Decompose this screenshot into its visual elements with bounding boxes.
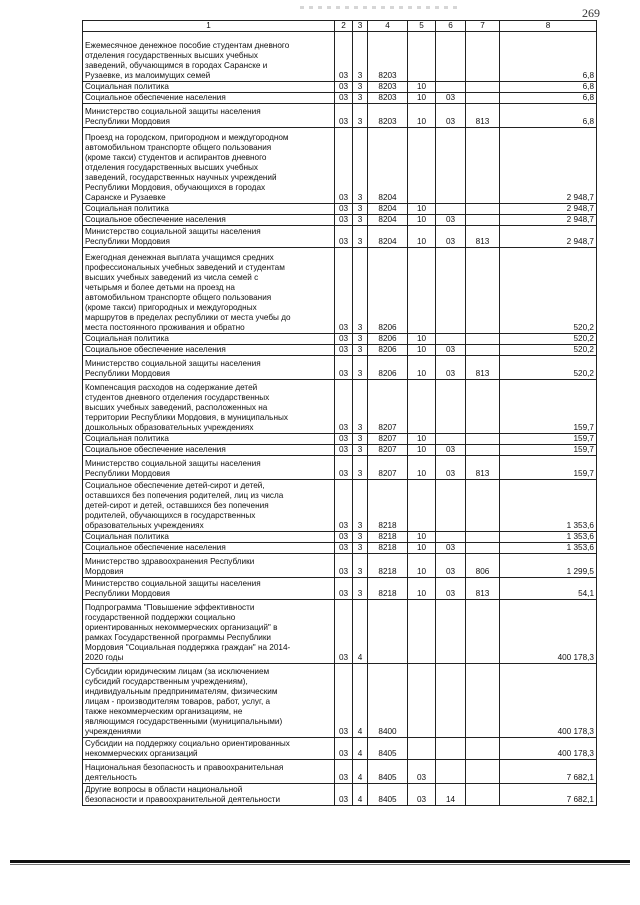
code-cell: 3 bbox=[353, 248, 368, 334]
code-cell: 03 bbox=[436, 554, 466, 578]
code-cell: 03 bbox=[335, 345, 353, 356]
code-cell bbox=[436, 248, 466, 334]
amount-cell: 2 948,7 bbox=[500, 226, 597, 248]
row-name-cell: Социальная политика bbox=[83, 334, 335, 345]
code-cell bbox=[436, 32, 466, 82]
code-cell bbox=[436, 532, 466, 543]
code-cell: 8203 bbox=[368, 82, 408, 93]
code-cell: 3 bbox=[353, 128, 368, 204]
bottom-rule bbox=[10, 860, 630, 863]
code-cell bbox=[436, 664, 466, 738]
code-cell: 3 bbox=[353, 445, 368, 456]
column-header: 2 bbox=[335, 21, 353, 32]
row-name-cell: Ежегодная денежная выплата учащимся средних профессиональных учебных заведений и студентам высших учебных заведений из числа семей с четырьмя и более детьми на проезд на автомобильном транспорте общего пользования (кроме такси) пригородных и междугородных маршрутов в пределах республики от места учебы до места постоянного проживания и обратно bbox=[83, 248, 335, 334]
amount-cell: 7 682,1 bbox=[500, 784, 597, 806]
code-cell: 03 bbox=[335, 128, 353, 204]
row-name-cell: Министерство социальной защиты населения Республики Мордовия bbox=[83, 578, 335, 600]
code-cell bbox=[408, 480, 436, 532]
code-cell bbox=[408, 664, 436, 738]
table-row bbox=[83, 480, 597, 532]
code-cell: 10 bbox=[408, 456, 436, 480]
code-cell: 8206 bbox=[368, 248, 408, 334]
code-cell: 8206 bbox=[368, 356, 408, 380]
amount-cell: 520,2 bbox=[500, 356, 597, 380]
code-cell: 8203 bbox=[368, 93, 408, 104]
row-name-cell: Социальное обеспечение населения bbox=[83, 215, 335, 226]
code-cell: 8203 bbox=[368, 104, 408, 128]
code-cell: 03 bbox=[335, 664, 353, 738]
row-name-cell: Другие вопросы в области национальной безопасности и правоохранительной деятельности bbox=[83, 784, 335, 806]
code-cell: 03 bbox=[335, 445, 353, 456]
amount-cell: 6,8 bbox=[500, 104, 597, 128]
code-cell: 8207 bbox=[368, 445, 408, 456]
column-header: 8 bbox=[500, 21, 597, 32]
code-cell: 03 bbox=[335, 456, 353, 480]
row-name-cell: Проезд на городском, пригородном и междугородном автомобильном транспорте общего пользования (кроме такси) студентов и аспирантов дневного отделения государственных высших учебных заведений, государственных научных учреждений Республики Мордовия, обучающихся в городах Саранске и Рузаевке bbox=[83, 128, 335, 204]
code-cell: 10 bbox=[408, 543, 436, 554]
code-cell: 8207 bbox=[368, 380, 408, 434]
table-row bbox=[83, 738, 597, 760]
table-row bbox=[83, 445, 597, 456]
code-cell: 03 bbox=[335, 32, 353, 82]
row-name-cell: Министерство социальной защиты населения Республики Мордовия bbox=[83, 104, 335, 128]
amount-cell: 159,7 bbox=[500, 434, 597, 445]
code-cell: 10 bbox=[408, 578, 436, 600]
code-cell bbox=[436, 434, 466, 445]
code-cell: 03 bbox=[335, 543, 353, 554]
code-cell bbox=[436, 738, 466, 760]
row-name-cell: Министерство социальной защиты населения Республики Мордовия bbox=[83, 226, 335, 248]
code-cell bbox=[466, 380, 500, 434]
table-row bbox=[83, 554, 597, 578]
code-cell: 8207 bbox=[368, 456, 408, 480]
amount-cell: 400 178,3 bbox=[500, 738, 597, 760]
code-cell bbox=[436, 128, 466, 204]
code-cell: 8218 bbox=[368, 554, 408, 578]
code-cell: 8405 bbox=[368, 738, 408, 760]
code-cell bbox=[466, 345, 500, 356]
code-cell: 3 bbox=[353, 480, 368, 532]
code-cell bbox=[408, 600, 436, 664]
table-row bbox=[83, 128, 597, 204]
code-cell: 3 bbox=[353, 226, 368, 248]
code-cell: 8204 bbox=[368, 215, 408, 226]
table-row bbox=[83, 760, 597, 784]
code-cell: 03 bbox=[335, 738, 353, 760]
code-cell: 03 bbox=[335, 204, 353, 215]
code-cell: 806 bbox=[466, 554, 500, 578]
code-cell bbox=[466, 32, 500, 82]
amount-cell: 2 948,7 bbox=[500, 204, 597, 215]
code-cell: 3 bbox=[353, 93, 368, 104]
code-cell bbox=[466, 248, 500, 334]
amount-cell: 159,7 bbox=[500, 445, 597, 456]
code-cell: 03 bbox=[436, 226, 466, 248]
code-cell: 03 bbox=[335, 480, 353, 532]
amount-cell: 1 353,6 bbox=[500, 480, 597, 532]
table-row bbox=[83, 784, 597, 806]
table-row bbox=[83, 93, 597, 104]
table-row bbox=[83, 434, 597, 445]
code-cell: 4 bbox=[353, 738, 368, 760]
table-row bbox=[83, 215, 597, 226]
code-cell: 03 bbox=[335, 784, 353, 806]
amount-cell: 520,2 bbox=[500, 248, 597, 334]
code-cell: 3 bbox=[353, 434, 368, 445]
code-cell: 10 bbox=[408, 204, 436, 215]
code-cell: 813 bbox=[466, 578, 500, 600]
column-header: 4 bbox=[368, 21, 408, 32]
code-cell: 10 bbox=[408, 554, 436, 578]
code-cell: 8204 bbox=[368, 128, 408, 204]
scan-artifact bbox=[300, 6, 460, 9]
code-cell: 10 bbox=[408, 334, 436, 345]
code-cell: 03 bbox=[436, 543, 466, 554]
code-cell bbox=[466, 204, 500, 215]
code-cell: 8204 bbox=[368, 204, 408, 215]
code-cell: 3 bbox=[353, 32, 368, 82]
code-cell bbox=[436, 760, 466, 784]
code-cell bbox=[466, 128, 500, 204]
code-cell: 8218 bbox=[368, 532, 408, 543]
code-cell: 10 bbox=[408, 434, 436, 445]
code-cell bbox=[466, 543, 500, 554]
table-row bbox=[83, 334, 597, 345]
code-cell: 03 bbox=[436, 104, 466, 128]
code-cell bbox=[466, 334, 500, 345]
table-body bbox=[83, 32, 597, 806]
amount-cell: 6,8 bbox=[500, 32, 597, 82]
row-name-cell: Социальная политика bbox=[83, 434, 335, 445]
amount-cell: 54,1 bbox=[500, 578, 597, 600]
code-cell: 813 bbox=[466, 104, 500, 128]
amount-cell: 159,7 bbox=[500, 380, 597, 434]
code-cell: 03 bbox=[335, 578, 353, 600]
amount-cell: 520,2 bbox=[500, 345, 597, 356]
amount-cell: 2 948,7 bbox=[500, 128, 597, 204]
code-cell bbox=[466, 760, 500, 784]
code-cell: 03 bbox=[335, 104, 353, 128]
code-cell bbox=[466, 215, 500, 226]
code-cell: 03 bbox=[335, 600, 353, 664]
code-cell: 10 bbox=[408, 345, 436, 356]
table-row bbox=[83, 248, 597, 334]
code-cell: 03 bbox=[436, 93, 466, 104]
row-name-cell: Социальная политика bbox=[83, 82, 335, 93]
table-row bbox=[83, 204, 597, 215]
code-cell: 03 bbox=[436, 345, 466, 356]
code-cell bbox=[408, 248, 436, 334]
code-cell bbox=[436, 204, 466, 215]
code-cell: 03 bbox=[335, 248, 353, 334]
code-cell bbox=[408, 738, 436, 760]
code-cell: 10 bbox=[408, 445, 436, 456]
code-cell: 10 bbox=[408, 93, 436, 104]
code-cell bbox=[408, 380, 436, 434]
code-cell: 03 bbox=[408, 760, 436, 784]
code-cell: 8203 bbox=[368, 32, 408, 82]
table-row bbox=[83, 356, 597, 380]
column-header: 3 bbox=[353, 21, 368, 32]
code-cell: 03 bbox=[335, 93, 353, 104]
code-cell: 3 bbox=[353, 578, 368, 600]
amount-cell: 6,8 bbox=[500, 82, 597, 93]
code-cell: 8218 bbox=[368, 480, 408, 532]
table-row bbox=[83, 532, 597, 543]
code-cell: 8405 bbox=[368, 784, 408, 806]
column-header: 5 bbox=[408, 21, 436, 32]
amount-cell: 2 948,7 bbox=[500, 215, 597, 226]
row-name-cell: Социальная политика bbox=[83, 532, 335, 543]
code-cell: 03 bbox=[335, 380, 353, 434]
amount-cell: 1 299,5 bbox=[500, 554, 597, 578]
row-name-cell: Субсидии на поддержку социально ориентированных некоммерческих организаций bbox=[83, 738, 335, 760]
code-cell: 813 bbox=[466, 356, 500, 380]
code-cell bbox=[408, 32, 436, 82]
code-cell: 8405 bbox=[368, 760, 408, 784]
amount-cell: 400 178,3 bbox=[500, 664, 597, 738]
code-cell: 3 bbox=[353, 532, 368, 543]
code-cell: 03 bbox=[335, 226, 353, 248]
table-row bbox=[83, 543, 597, 554]
code-cell: 3 bbox=[353, 380, 368, 434]
row-name-cell: Социальное обеспечение населения bbox=[83, 445, 335, 456]
amount-cell: 159,7 bbox=[500, 456, 597, 480]
code-cell: 03 bbox=[335, 554, 353, 578]
amount-cell: 6,8 bbox=[500, 93, 597, 104]
code-cell: 813 bbox=[466, 456, 500, 480]
code-cell: 3 bbox=[353, 554, 368, 578]
code-cell: 4 bbox=[353, 760, 368, 784]
code-cell bbox=[466, 434, 500, 445]
code-cell: 8218 bbox=[368, 543, 408, 554]
code-cell: 10 bbox=[408, 226, 436, 248]
page-number: 269 bbox=[582, 6, 600, 20]
amount-cell: 1 353,6 bbox=[500, 543, 597, 554]
bottom-rule-thin bbox=[10, 864, 630, 865]
code-cell bbox=[436, 600, 466, 664]
code-cell: 03 bbox=[436, 356, 466, 380]
row-name-cell: Ежемесячное денежное пособие студентам дневного отделения государственных высших учебных заведений, обучающимся в городах Саранске и Рузаевке, из малоимущих семей bbox=[83, 32, 335, 82]
row-name-cell: Социальное обеспечение детей-сирот и детей, оставшихся без попечения родителей, лиц из числа детей-сирот и детей, оставшихся без попечения родителей, обучающихся в государственных образовательных учреждениях bbox=[83, 480, 335, 532]
table-row bbox=[83, 82, 597, 93]
code-cell bbox=[466, 600, 500, 664]
code-cell: 03 bbox=[335, 215, 353, 226]
code-cell: 03 bbox=[436, 578, 466, 600]
code-cell: 813 bbox=[466, 226, 500, 248]
code-cell: 8204 bbox=[368, 226, 408, 248]
table-row bbox=[83, 226, 597, 248]
code-cell bbox=[436, 380, 466, 434]
table-row bbox=[83, 664, 597, 738]
table-row bbox=[83, 600, 597, 664]
code-cell bbox=[466, 784, 500, 806]
table-row bbox=[83, 104, 597, 128]
code-cell: 4 bbox=[353, 664, 368, 738]
code-cell: 03 bbox=[408, 784, 436, 806]
code-cell: 03 bbox=[436, 456, 466, 480]
column-header: 6 bbox=[436, 21, 466, 32]
column-header: 1 bbox=[83, 21, 335, 32]
code-cell: 03 bbox=[436, 445, 466, 456]
code-cell: 10 bbox=[408, 356, 436, 380]
row-name-cell: Компенсация расходов на содержание детей студентов дневного отделения государственных высших учебных заведений, расположенных на территории Республики Мордовия, в муниципальных дошкольных образовательных учреждениях bbox=[83, 380, 335, 434]
budget-table bbox=[82, 20, 597, 806]
code-cell: 8206 bbox=[368, 334, 408, 345]
row-name-cell: Министерство социальной защиты населения Республики Мордовия bbox=[83, 456, 335, 480]
code-cell: 4 bbox=[353, 600, 368, 664]
code-cell: 3 bbox=[353, 356, 368, 380]
code-cell: 03 bbox=[335, 434, 353, 445]
code-cell: 3 bbox=[353, 334, 368, 345]
code-cell: 14 bbox=[436, 784, 466, 806]
code-cell bbox=[436, 480, 466, 532]
code-cell: 8400 bbox=[368, 664, 408, 738]
table-row bbox=[83, 32, 597, 82]
code-cell: 3 bbox=[353, 456, 368, 480]
row-name-cell: Подпрограмма "Повышение эффективности государственной поддержки социально ориентированных некоммерческих организаций" в рамках Государственной программы Республики Мордовия "Социальная поддержка граждан" на 2014- 2020 годы bbox=[83, 600, 335, 664]
row-name-cell: Социальное обеспечение населения bbox=[83, 543, 335, 554]
amount-cell: 1 353,6 bbox=[500, 532, 597, 543]
code-cell bbox=[436, 82, 466, 93]
code-cell: 3 bbox=[353, 204, 368, 215]
code-cell: 10 bbox=[408, 82, 436, 93]
code-cell bbox=[466, 93, 500, 104]
code-cell bbox=[466, 82, 500, 93]
row-name-cell: Социальное обеспечение населения bbox=[83, 93, 335, 104]
amount-cell: 520,2 bbox=[500, 334, 597, 345]
code-cell bbox=[466, 480, 500, 532]
code-cell bbox=[466, 445, 500, 456]
code-cell: 4 bbox=[353, 784, 368, 806]
code-cell: 8207 bbox=[368, 434, 408, 445]
amount-cell: 400 178,3 bbox=[500, 600, 597, 664]
code-cell bbox=[408, 128, 436, 204]
table-header-row bbox=[83, 21, 597, 32]
table-row bbox=[83, 578, 597, 600]
code-cell: 03 bbox=[335, 82, 353, 93]
code-cell: 3 bbox=[353, 215, 368, 226]
code-cell: 8206 bbox=[368, 345, 408, 356]
column-header: 7 bbox=[466, 21, 500, 32]
table-row bbox=[83, 456, 597, 480]
code-cell: 3 bbox=[353, 345, 368, 356]
table-row bbox=[83, 345, 597, 356]
row-name-cell: Социальная политика bbox=[83, 204, 335, 215]
row-name-cell: Министерство здравоохранения Республики Мордовия bbox=[83, 554, 335, 578]
code-cell: 8218 bbox=[368, 578, 408, 600]
code-cell: 3 bbox=[353, 543, 368, 554]
code-cell bbox=[466, 532, 500, 543]
code-cell: 03 bbox=[335, 532, 353, 543]
code-cell: 10 bbox=[408, 532, 436, 543]
row-name-cell: Министерство социальной защиты населения Республики Мордовия bbox=[83, 356, 335, 380]
table-row bbox=[83, 380, 597, 434]
code-cell bbox=[436, 334, 466, 345]
code-cell bbox=[466, 738, 500, 760]
row-name-cell: Субсидии юридическим лицам (за исключением субсидий государственным учреждениям), индивидуальным предпринимателям, физическим лицам - производителям товаров, работ, услуг, а также некоммерческим организациям, не являющимся государственными (муниципальными) учреждениями bbox=[83, 664, 335, 738]
row-name-cell: Социальное обеспечение населения bbox=[83, 345, 335, 356]
row-name-cell: Национальная безопасность и правоохранительная деятельность bbox=[83, 760, 335, 784]
code-cell: 03 bbox=[436, 215, 466, 226]
code-cell: 03 bbox=[335, 356, 353, 380]
amount-cell: 7 682,1 bbox=[500, 760, 597, 784]
code-cell: 10 bbox=[408, 104, 436, 128]
code-cell bbox=[466, 664, 500, 738]
code-cell: 03 bbox=[335, 334, 353, 345]
code-cell: 03 bbox=[335, 760, 353, 784]
code-cell: 3 bbox=[353, 104, 368, 128]
code-cell bbox=[368, 600, 408, 664]
code-cell: 3 bbox=[353, 82, 368, 93]
code-cell: 10 bbox=[408, 215, 436, 226]
